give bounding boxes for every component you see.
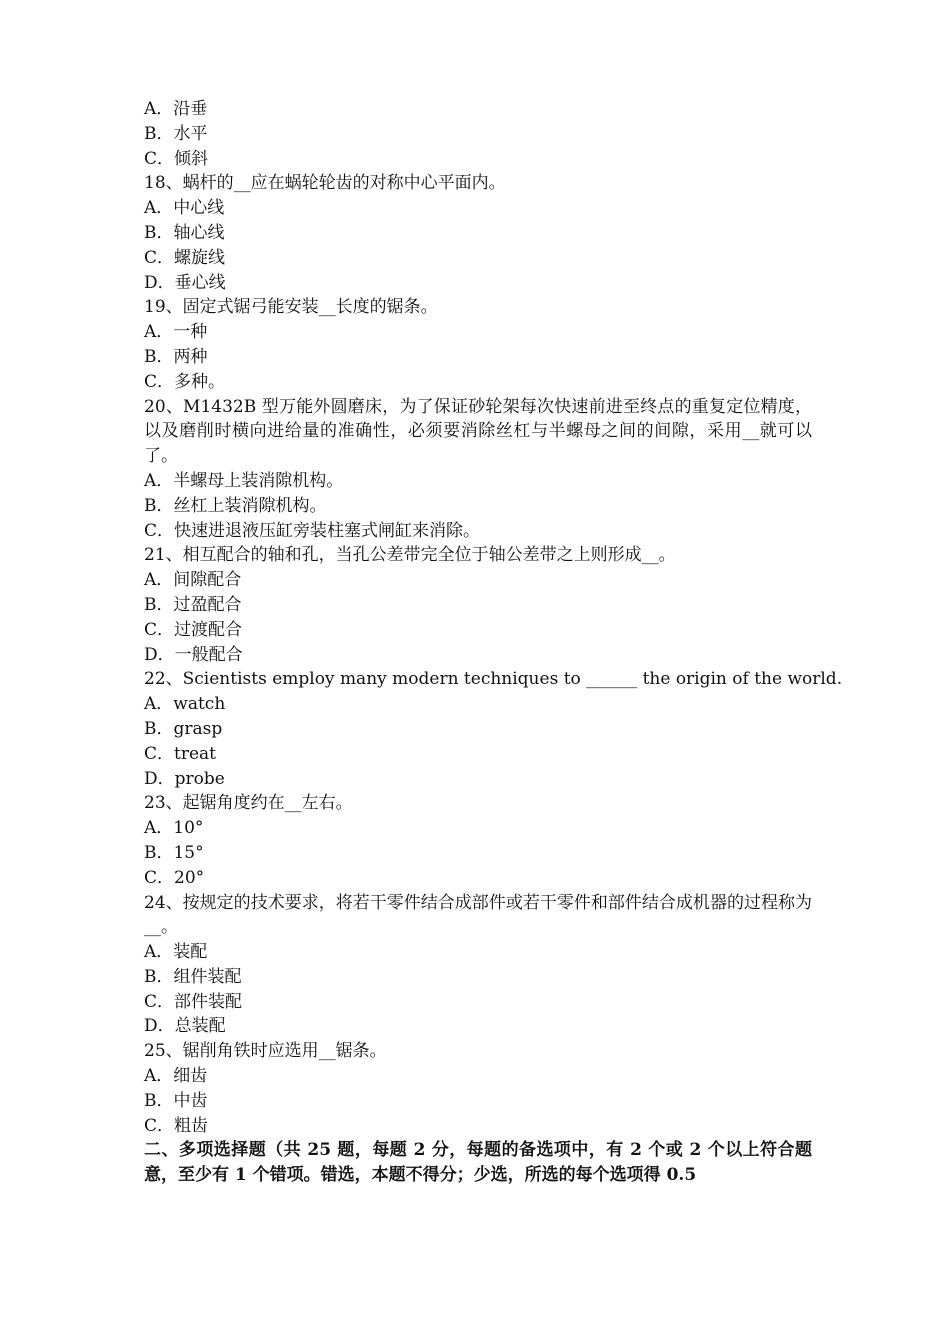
answer-option: B．水平: [144, 123, 208, 144]
answer-option: D．probe: [144, 768, 225, 789]
answer-option: A．一种: [144, 322, 208, 343]
answer-option: D．垂心线: [144, 272, 226, 293]
answer-option: C．treat: [144, 743, 216, 764]
question-text: 23、起锯角度约在__左右。: [144, 793, 353, 814]
answer-option: C．多种。: [144, 371, 226, 392]
answer-option: D．一般配合: [144, 644, 243, 665]
answer-option: C．部件装配: [144, 991, 243, 1012]
answer-option: C．粗齿: [144, 1115, 209, 1136]
answer-option: A．装配: [144, 942, 208, 963]
section-heading: 二、多项选择题（共 25 题，每题 2 分，每题的备选项中，有 2 个或 2 个以上符合题意，至少有 1 个错项。错选，本题不得分；少选，所选的每个选项得 0.5: [144, 1140, 812, 1186]
answer-option: A．半螺母上装消隙机构。: [144, 470, 344, 491]
answer-option: C．螺旋线: [144, 247, 226, 268]
document-page: [144, 97, 843, 1188]
answer-option: D．总装配: [144, 1016, 226, 1037]
answer-option: B．过盈配合: [144, 594, 242, 615]
question-text: 19、固定式锯弓能安装__长度的锯条。: [144, 297, 438, 318]
answer-option: C．过渡配合: [144, 619, 243, 640]
answer-option: B．grasp: [144, 718, 223, 739]
answer-option: B．组件装配: [144, 966, 242, 987]
answer-option: A．watch: [144, 694, 226, 715]
question-text: 22、Scientists employ many modern techniques to ______ the origin of the world.: [144, 669, 843, 690]
question-text: 25、锯削角铁时应选用__锯条。: [144, 1041, 387, 1062]
question-text: 21、相互配合的轴和孔，当孔公差带完全位于轴公差带之上则形成__。: [144, 545, 676, 566]
answer-option: B．轴心线: [144, 222, 225, 243]
answer-option: C．快速进退液压缸旁装柱塞式闸缸来消除。: [144, 520, 481, 541]
answer-option: A．中心线: [144, 198, 225, 219]
answer-option: B．两种: [144, 346, 208, 367]
question-text: 24、按规定的技术要求，将若干零件结合成部件或若干零件和部件结合成机器的过程称为__。: [144, 892, 812, 938]
answer-option: C．倾斜: [144, 148, 209, 169]
answer-option: A．细齿: [144, 1066, 208, 1087]
answer-option: B．丝杠上装消隙机构。: [144, 495, 327, 516]
question-text: 18、蜗杆的__应在蜗轮轮齿的对称中心平面内。: [144, 173, 506, 194]
answer-option: A．沿垂: [144, 99, 208, 119]
answer-option: C．20°: [144, 867, 205, 888]
question-text: 20、M1432B 型万能外圆磨床，为了保证砂轮架每次快速前进至终点的重复定位精度，以及磨削时横向进给量的准确性，必须要消除丝杠与半螺母之间的间隙，采用__就可以了。: [144, 396, 812, 467]
answer-option: B．15°: [144, 842, 204, 863]
question-list: [144, 97, 843, 1138]
answer-option: A．间隙配合: [144, 570, 242, 591]
answer-option: B．中齿: [144, 1090, 208, 1111]
answer-option: A．10°: [144, 818, 204, 839]
